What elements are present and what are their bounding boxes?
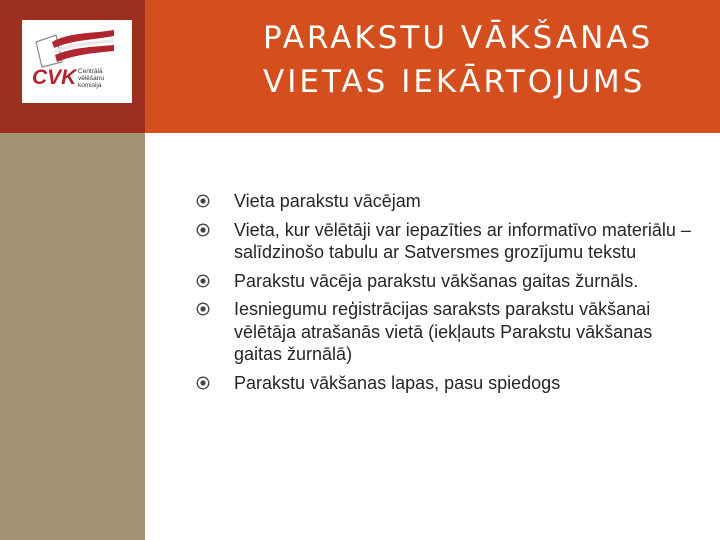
logo-abbr: CVK — [32, 66, 77, 89]
bullet-text: Vieta parakstu vācējam — [234, 191, 421, 211]
title-header-band — [145, 0, 720, 133]
logo-name-line-3: komisija — [78, 82, 102, 89]
bullet-item — [196, 372, 696, 395]
bullet-item — [196, 298, 696, 366]
cvk-logo — [22, 20, 132, 103]
title-line-2: VIETAS IEKĀRTOJUMS — [263, 64, 646, 100]
bullet-text: Parakstu vācēja parakstu vākšanas gaitas žurnāls. — [234, 270, 639, 291]
bullet-list — [196, 190, 696, 400]
circle-bullet-icon — [196, 223, 210, 237]
bullet-text: Parakstu vākšanas lapas, pasu spiedogs — [234, 372, 561, 393]
title-line-1: PARAKSTU VĀKŠANAS — [263, 20, 654, 56]
cvk-logo-graphic — [22, 20, 132, 103]
slide-title — [263, 16, 653, 104]
logo-name-line-2: vēlēšanu — [78, 75, 105, 82]
circle-bullet-icon — [196, 302, 210, 316]
sidebar-band — [0, 133, 145, 540]
bullet-text: Iesniegumu reģistrācijas saraksts parakstu vākšanai vēlētāja atrašanās vietā (iekļauts Parakstu vākšanas gaitas žurnālā) — [234, 299, 653, 364]
bullet-item — [196, 219, 696, 264]
circle-bullet-icon — [196, 376, 210, 390]
logo-name-line-1: Centrālā — [78, 68, 103, 75]
bullet-item — [196, 190, 696, 213]
circle-bullet-icon — [196, 194, 210, 208]
bullet-text: Vieta, kur vēlētāji var iepazīties ar informatīvo materiālu – salīdzinošo tabulu ar Satversmes grozījumu tekstu — [234, 219, 691, 262]
bullet-item — [196, 270, 696, 293]
circle-bullet-icon — [196, 274, 210, 288]
